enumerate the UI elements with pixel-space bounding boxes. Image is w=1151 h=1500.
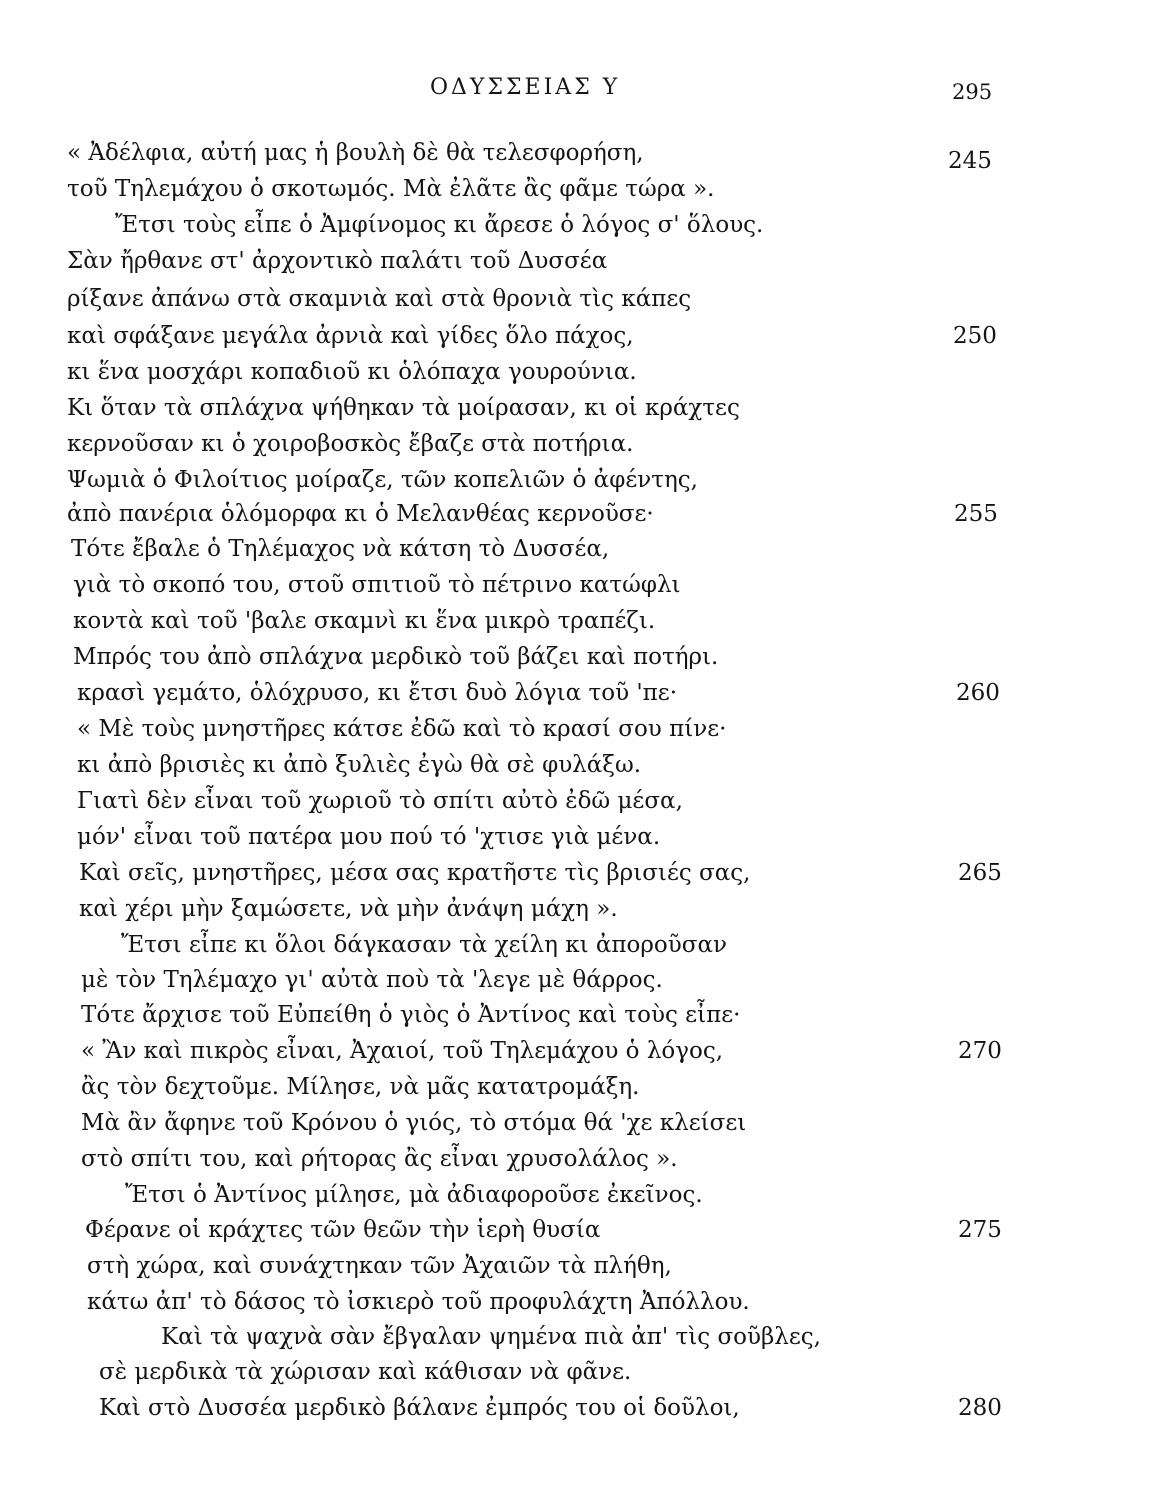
verse-text: Τότε ἄρχισε τοῦ Εὐπείθη ὁ γιὸς ὁ Ἀντίνος καὶ τοὺς εἶπε· (81, 1002, 741, 1028)
verse-text: ρίξανε ἀπάνω στὰ σκαμνιὰ καὶ στὰ θρονιὰ τὶς κάπες (67, 286, 692, 312)
verse-text: μὲ τὸν Τηλέμαχο γι' αὐτὰ ποὺ τὰ 'λεγε μὲ θάρρος. (81, 967, 663, 993)
verse-text: Ἔτσι τοὺς εἶπε ὁ Ἀμφίνομος κι ἄρεσε ὁ λόγος σ' ὅλους. (115, 212, 764, 238)
verse-text: Μὰ ἂν ἄφηνε τοῦ Κρόνου ὁ γιός, τὸ στόμα θά 'χε κλείσει (81, 1110, 747, 1136)
verse-text: γιὰ τὸ σκοπό του, στοῦ σπιτιοῦ τὸ πέτρινο κατώφλι (73, 572, 681, 598)
verse-text: Κι ὅταν τὰ σπλάχνα ψήθηκαν τὰ μοίρασαν, κι οἱ κράχτες (67, 395, 740, 421)
verse-text: καὶ χέρι μὴν ξαμώσετε, νὰ μὴν ἀνάψη μάχη ». (79, 896, 618, 922)
verse-text: Καὶ σεῖς, μνηστῆρες, μέσα σας κρατῆστε τὶς βρισιές σας, (79, 860, 751, 886)
verse-text: κοντὰ καὶ τοῦ 'βαλε σκαμνὶ κι ἕνα μικρὸ τραπέζι. (73, 608, 656, 634)
verse-number: 275 (958, 1217, 1002, 1243)
verse-text: Γιατὶ δὲν εἶναι τοῦ χωριοῦ τὸ σπίτι αὐτὸ ἐδῶ μέσα, (77, 788, 683, 814)
verse-text: Ἔτσι ὁ Ἀντίνος μίλησε, μὰ ἀδιαφοροῦσε ἐκεῖνος. (125, 1182, 703, 1208)
verse-text: Ψωμιὰ ὁ Φιλοίτιος μοίραζε, τῶν κοπελιῶν ὁ ἀφέντης, (67, 467, 698, 493)
verse-text: σὲ μερδικὰ τὰ χώρισαν καὶ κάθισαν νὰ φᾶνε. (99, 1359, 632, 1385)
verse-number: 245 (948, 148, 992, 174)
verse-text: Σὰν ἤρθανε στ' ἀρχοντικὸ παλάτι τοῦ Δυσσέα (67, 248, 608, 274)
verse-number: 280 (958, 1395, 1002, 1421)
verse-number: 265 (958, 860, 1002, 886)
verse-text: Ἔτσι εἶπε κι ὅλοι δάγκασαν τὰ χείλη κι ἀποροῦσαν (121, 932, 727, 958)
verse-text: ἀπὸ πανέρια ὁλόμορφα κι ὁ Μελανθέας κερνοῦσε· (67, 501, 654, 527)
verse-text: τοῦ Τηλεμάχου ὁ σκοτωμός. Μὰ ἐλᾶτε ἂς φᾶμε τώρα ». (67, 176, 715, 202)
verse-text: Φέρανε οἱ κράχτες τῶν θεῶν τὴν ἱερὴ θυσία (85, 1217, 601, 1243)
verse-text: στὸ σπίτι του, καὶ ρήτορας ἂς εἶναι χρυσολάλος ». (81, 1146, 678, 1172)
verse-text: « Μὲ τοὺς μνηστῆρες κάτσε ἐδῶ καὶ τὸ κρασί σου πίνε· (77, 716, 727, 742)
verse-text: Καὶ τὰ ψαχνὰ σὰν ἔβγαλαν ψημένα πιὰ ἀπ' τὶς σοῦβλες, (161, 1324, 821, 1350)
verse-text: καὶ σφάξανε μεγάλα ἀρνιὰ καὶ γίδες ὅλο πάχος, (67, 323, 634, 349)
verse-text: κρασὶ γεμάτο, ὁλόχρυσο, κι ἔτσι δυὸ λόγια τοῦ 'πε· (77, 680, 678, 706)
verse-number: 250 (953, 323, 997, 349)
verse-text: κι ἀπὸ βρισιὲς κι ἀπὸ ξυλιὲς ἐγὼ θὰ σὲ φυλάξω. (77, 752, 642, 778)
verse-text: κι ἕνα μοσχάρι κοπαδιοῦ κι ὁλόπαχα γουρούνια. (67, 359, 637, 385)
running-title: ΟΔΥΣΣΕΙΑΣ Υ (430, 75, 621, 100)
verse-text: μόν' εἶναι τοῦ πατέρα μου πού τό 'χτισε γιὰ μένα. (77, 824, 661, 850)
verse-text: ἂς τὸν δεχτοῦμε. Μίλησε, νὰ μᾶς κατατρομάξη. (81, 1074, 640, 1100)
verse-number: 270 (958, 1038, 1002, 1064)
verse-text: κερνοῦσαν κι ὁ χοιροβοσκὸς ἔβαζε στὰ ποτήρια. (67, 431, 634, 457)
verse-text: « Ἀδέλφια, αὐτή μας ἡ βουλὴ δὲ θὰ τελεσφορήση, (67, 140, 644, 166)
verse-number: 255 (954, 501, 998, 527)
verse-text: Μπρός του ἀπὸ σπλάχνα μερδικὸ τοῦ βάζει καὶ ποτήρι. (73, 644, 719, 670)
verse-text: « Ἂν καὶ πικρὸς εἶναι, Ἀχαιοί, τοῦ Τηλεμάχου ὁ λόγος, (81, 1038, 724, 1064)
verse-text: Τότε ἔβαλε ὁ Τηλέμαχος νὰ κάτση τὸ Δυσσέα, (71, 536, 610, 562)
verse-text: στὴ χώρα, καὶ συνάχτηκαν τῶν Ἀχαιῶν τὰ πλήθη, (87, 1253, 672, 1279)
verse-text: κάτω ἀπ' τὸ δάσος τὸ ἰσκιερὸ τοῦ προφυλάχτη Ἀπόλλου. (87, 1289, 750, 1315)
verse-text: Καὶ στὸ Δυσσέα μερδικὸ βάλανε ἐμπρός του οἱ δοῦλοι, (99, 1395, 740, 1421)
page-number: 295 (952, 80, 993, 104)
verse-number: 260 (956, 680, 1000, 706)
